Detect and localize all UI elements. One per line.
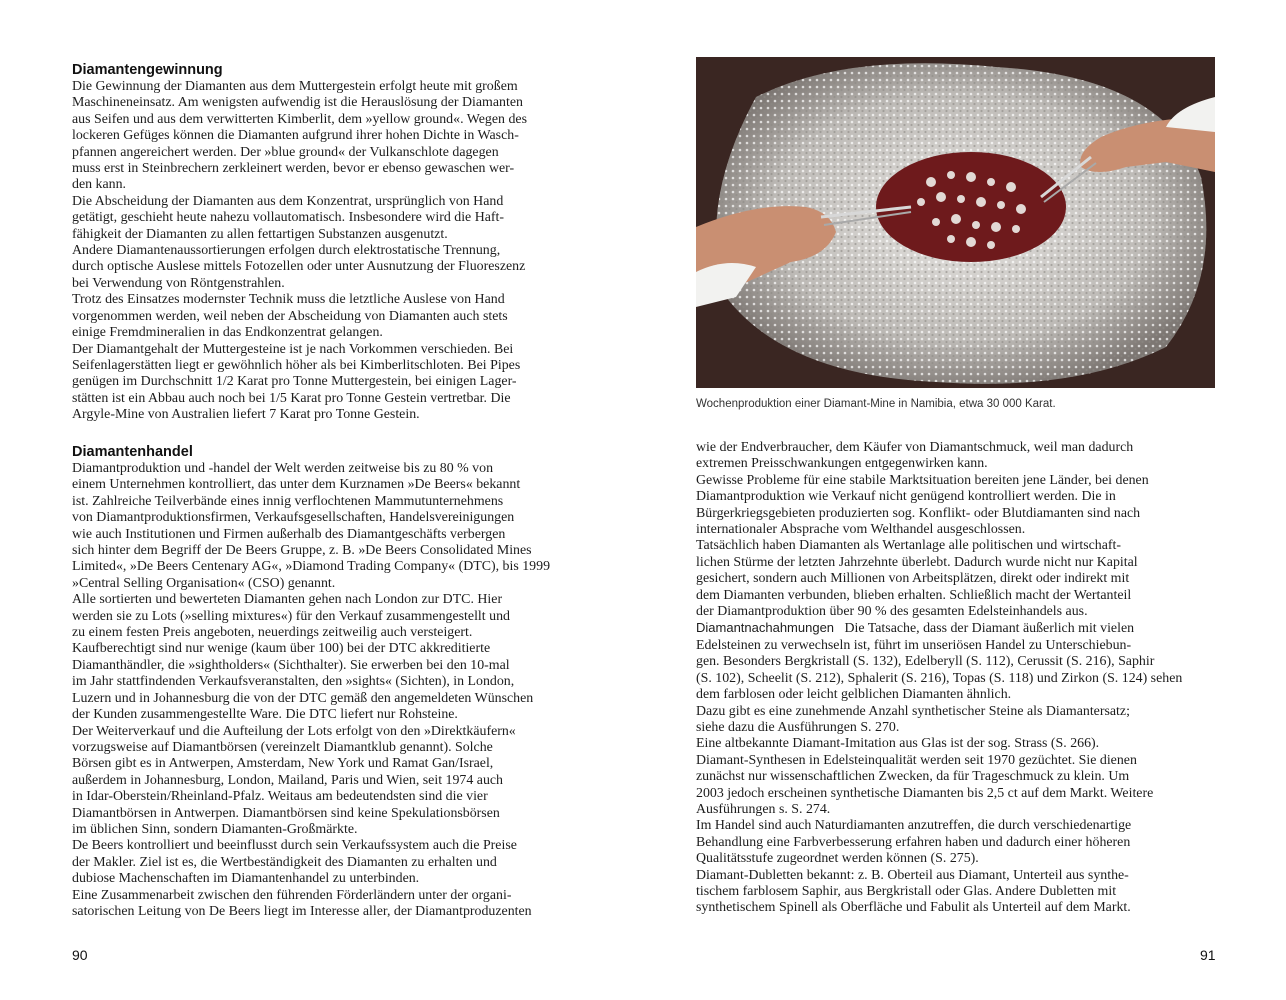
text-line: wie der Endverbraucher, dem Käufer von Diamantschmuck, weil man dadurch (696, 440, 1134, 455)
text-line: Diamant-Synthesen in Edelsteinqualität werden seit 1970 gezüchtet. Sie dienen (696, 752, 1137, 768)
text-line: Die Abscheidung der Diamanten aus dem Konzentrat, ursprünglich von Hand (72, 193, 504, 209)
text-line: lockeren Gefüges können die Diamanten aufgrund ihrer hohen Dichte in Wasch- (72, 128, 519, 144)
text-line: internationaler Absprache vom Welthandel ausgeschlossen. (696, 522, 1026, 538)
paragraph (696, 704, 1216, 737)
text-line: Maschineneinsatz. Am wenigsten aufwendig ist die Herauslösung der Diamanten (72, 95, 523, 111)
text-line: durch optische Auslese mittels Fotozellen oder unter Ausnutzung der Fluoreszenz (72, 259, 526, 275)
text-line: Eine altbekannte Diamant-Imitation aus Glas ist der sog. Strass (S. 266). (696, 736, 1100, 752)
text-line: Argyle-Mine von Australien liefert 7 Karat pro Tonne Gestein. (72, 407, 420, 423)
paragraph (72, 292, 592, 341)
text-line: zu einem festen Preis angeboten, neuerdings zeitweilig auch versteigert. (72, 625, 473, 641)
paragraph (696, 868, 1216, 917)
text-line: Trotz des Einsatzes modernster Technik muss die letztliche Auslese von Hand (72, 292, 505, 308)
inline-heading: Diamantnachahmungen (696, 620, 835, 636)
text-line: Die Gewinnung der Diamanten aus dem Muttergestein erfolgt heute mit großem (72, 79, 518, 94)
text-line: vorgenommen werden, weil neben der Abscheidung von Diamanten auch stets (72, 308, 508, 324)
photo-caption: Wochenproduktion einer Diamant-Mine in Namibia, etwa 30 000 Karat. (696, 398, 1056, 410)
text-line: bei Verwendung von Röntgenstrahlen. (72, 275, 285, 291)
text-line: (S. 102), Scheelit (S. 212), Sphalerit (S. 216), Topas (S. 118) und Zirkon (S. 124) sehen (696, 670, 1183, 686)
paragraph (696, 440, 1216, 473)
section-diamantenhandel (72, 444, 592, 920)
text-line: Edelsteinen zu verwechseln ist, führt im unseriösen Handel zu Unterschiebun- (696, 637, 1132, 653)
text-line: Der Diamantgehalt der Muttergesteine ist je nach Vorkommen verschieden. Bei (72, 341, 514, 357)
page-number: 91 (1200, 947, 1216, 963)
paragraph (696, 753, 1216, 819)
text-line: ist. Zahlreiche Teilverbände eines innig verflochtenen Mammutunternehmens (72, 493, 504, 509)
paragraph (72, 888, 592, 921)
text-line: Gewisse Probleme für eine stabile Marktsituation bereiten jene Länder, bei denen (696, 472, 1149, 488)
text-line: in Idar-Oberstein/Rheinland-Pfalz. Weitaus am bedeutendsten sind die vier (72, 789, 488, 805)
paragraph (72, 592, 592, 641)
text-line: muss erst in Steinbrechern zerkleinert werden, bevor er ebenso gewaschen wer- (72, 161, 515, 177)
text-line: zunächst nur wissenschaftlichen Zwecken, da für Trageschmuck zu klein. Um (696, 769, 1130, 785)
text-line: »Central Selling Organisation« (CSO) genannt. (72, 575, 336, 591)
text-line: den kann. (72, 177, 127, 193)
text-line: aus Seifen und aus dem verwitterten Kimberlit, dem »yellow ground«. Wegen des (72, 111, 527, 127)
section-body (72, 461, 592, 920)
text-block (696, 440, 1216, 620)
photo-illustration (696, 57, 1215, 388)
text-line: einige Fremdmineralien in das Endkonzentrat gelangen. (72, 325, 383, 341)
text-line: genügen im Durchschnitt 1/2 Karat pro Tonne Muttergestein, bei einigen Lager- (72, 374, 517, 390)
paragraph (72, 461, 592, 592)
text-line: Börsen gibt es in Antwerpen, Amsterdam, New York und Ramat Gan/Israel, (72, 756, 494, 772)
text-line: dem farblosen oder leicht gelblichen Diamanten ähnlich. (696, 687, 1012, 703)
text-line: werden sie zu Lots (»selling mixtures«) für den Verkauf zusammengestellt und (72, 608, 510, 624)
text-line: der Diamantproduktion über 90 % des gesamten Edelsteinhandels aus. (696, 604, 1088, 620)
paragraph (696, 538, 1216, 620)
text-line: Im Handel sind auch Naturdiamanten anzutreffen, die durch verschiedenartige (696, 818, 1132, 834)
text-line: der Makler. Ziel ist es, die Wertbeständigkeit des Diamanten zu erhalten und (72, 854, 497, 870)
paragraph (72, 79, 592, 194)
text-line: sich hinter dem Begriff der De Beers Gruppe, z. B. »De Beers Consolidated Mines (72, 543, 532, 559)
paragraph (696, 818, 1216, 867)
paragraph (72, 838, 592, 887)
text-line: Ausführungen s. S. 274. (696, 801, 831, 817)
text-line: Der Weiterverkauf und die Aufteilung der Lots erfolgt von den »Direktkäufern« (72, 723, 516, 739)
paragraph (696, 473, 1216, 539)
text-line: gesichert, sondern auch Millionen von Arbeitsplätzen, direkt oder indirekt mit (696, 571, 1130, 587)
text-line: von Diamantproduktionsfirmen, Verkaufsgesellschaften, Handelsvereinigungen (72, 510, 515, 526)
text-line: synthetischem Spinell als Oberfläche und Fabulit als Unterteil auf dem Markt. (696, 900, 1131, 916)
text-line: Dazu gibt es eine zunehmende Anzahl synthetischer Steine als Diamantersatz; (696, 703, 1130, 719)
text-line: vorzugsweise auf Diamantbörsen (vereinzelt Diamantklub genannt). Solche (72, 739, 493, 755)
text-line: stätten ist ein Abbau auch noch bei 1/5 Karat pro Tonne Gestein vertretbar. Die (72, 390, 511, 406)
text-line: Seifenlagerstätten liegt er gewöhnlich höher als bei Kimberlitschloten. Bei Pipes (72, 357, 521, 373)
text-line: pfannen angereichert werden. Der »blue ground« der Vulkanschlote dagegen (72, 144, 499, 160)
text-line: fähigkeit der Diamanten zu allen fettartigen Substanzen ausgenutzt. (72, 226, 448, 242)
text-line: Tatsächlich haben Diamanten als Wertanlage alle politischen und wirtschaft- (696, 538, 1122, 554)
text-line: lichen Stürme der letzten Jahrzehnte überlebt. Dadurch wurde nicht nur Kapital (696, 554, 1138, 570)
text-line: im Jahr stattfindenden Verkaufsveranstalten, den »sights« (Sichten), in London, (72, 674, 515, 690)
section-body (72, 79, 592, 424)
text-line: Andere Diamantenaussortierungen erfolgen durch elektrostatische Trennung, (72, 243, 501, 259)
text-line: Qualitätsstufe zugeordnet werden können (S. 275). (696, 851, 979, 867)
paragraph (72, 194, 592, 243)
text-line: Diamantproduktion wie Verkauf nicht genügend kontrolliert werden. Die in (696, 489, 1116, 505)
text-line: Bürgerkriegsgebieten produzierten sog. Konflikt- oder Blutdiamanten sind nach (696, 505, 1141, 521)
text-line: 2003 jedoch erscheinen synthetische Diamanten bis 2,5 ct auf dem Markt. Weitere (696, 785, 1154, 801)
text-line: außerdem in Johannesburg, London, Mailand, Paris und Wien, seit 1974 auch (72, 772, 504, 788)
text-line: De Beers kontrolliert und beeinflusst durch sein Verkaufssystem auch die Preise (72, 838, 517, 854)
text-line: Diamant-Dubletten bekannt: z. B. Oberteil aus Diamant, Unterteil aus synthe- (696, 867, 1129, 883)
page-number: 90 (72, 947, 88, 963)
text-line (696, 620, 1216, 637)
text-line: getätigt, geschieht heute nahezu vollautomatisch. Insbesondere wird die Haft- (72, 210, 505, 226)
text-line: Behandlung eine Farbverbesserung erfahren haben und dadurch einer höheren (696, 834, 1131, 850)
paragraph (72, 243, 592, 292)
text-line: Luzern und in Johannesburg die von der DTC gemäß den angemeldeten Wünschen (72, 690, 534, 706)
text-line: siehe dazu die Ausführungen S. 270. (696, 719, 900, 735)
text-line: Eine Zusammenarbeit zwischen den führenden Förderländern unter der organi- (72, 887, 512, 903)
paragraph (696, 736, 1216, 752)
text-line: dem Diamanten verbunden, blieben erhalten. Schließlich macht der Wertanteil (696, 587, 1132, 603)
right-text-column (696, 440, 1216, 917)
text-line: Diamanthändler, die »sightholders« (Sichthalter). Sie erwerben bei den 10-mal (72, 657, 510, 673)
text-run: Die Tatsache, dass der Diamant äußerlich mit vielen (844, 621, 1135, 637)
photo-diamond-production (696, 57, 1215, 388)
text-line: Diamantbörsen in Antwerpen. Diamantbörsen sind keine Spekulationsbörsen (72, 805, 500, 821)
section-heading: Diamantenhandel (72, 444, 193, 460)
text-line: Kaufberechtigt sind nur wenige (kaum über 100) bei der DTC akkreditierte (72, 641, 491, 657)
text-line: Alle sortierten und bewerteten Diamanten gehen nach London zur DTC. Hier (72, 592, 503, 608)
paragraph (72, 641, 592, 723)
text-line: der Kunden zusammengestellte Ware. Die DTC liefert nur Rohsteine. (72, 707, 458, 723)
text-line: wie auch Institutionen und Firmen außerhalb des Diamantgeschäfts verbergen (72, 526, 506, 542)
text-line: Diamantproduktion und -handel der Welt werden zeitweise bis zu 80 % von (72, 461, 494, 476)
text-line: satorischen Leitung von De Beers liegt im Interesse aller, der Diamantproduzenten (72, 903, 532, 919)
text-line: gen. Besonders Bergkristall (S. 132), Edelberyll (S. 112), Cerussit (S. 216), Saphir (696, 654, 1155, 670)
text-line: im üblichen Sinn, sondern Diamanten-Großmärkte. (72, 821, 358, 837)
text-line: extremen Preisschwankungen entgegenwirken kann. (696, 456, 988, 472)
section-diamantengewinnung (72, 62, 592, 424)
right-page (643, 0, 1286, 1000)
text-line: einem Unternehmen kontrolliert, das unter dem Kurznamen »De Beers« bekannt (72, 477, 521, 493)
imitation-paragraph (696, 620, 1216, 703)
text-line: tischem farblosem Saphir, aus Bergkristall oder Glas. Andere Dubletten mit (696, 883, 1117, 899)
paragraph (72, 342, 592, 424)
paragraph (72, 724, 592, 839)
text-line: dubiose Machenschaften im Diamantenhandel zu unterbinden. (72, 871, 420, 887)
text-line: Limited«, »De Beers Centenary AG«, »Diamond Trading Company« (DTC), bis 1999 (72, 559, 551, 575)
section-heading: Diamantengewinnung (72, 62, 223, 78)
text-block (696, 704, 1216, 917)
